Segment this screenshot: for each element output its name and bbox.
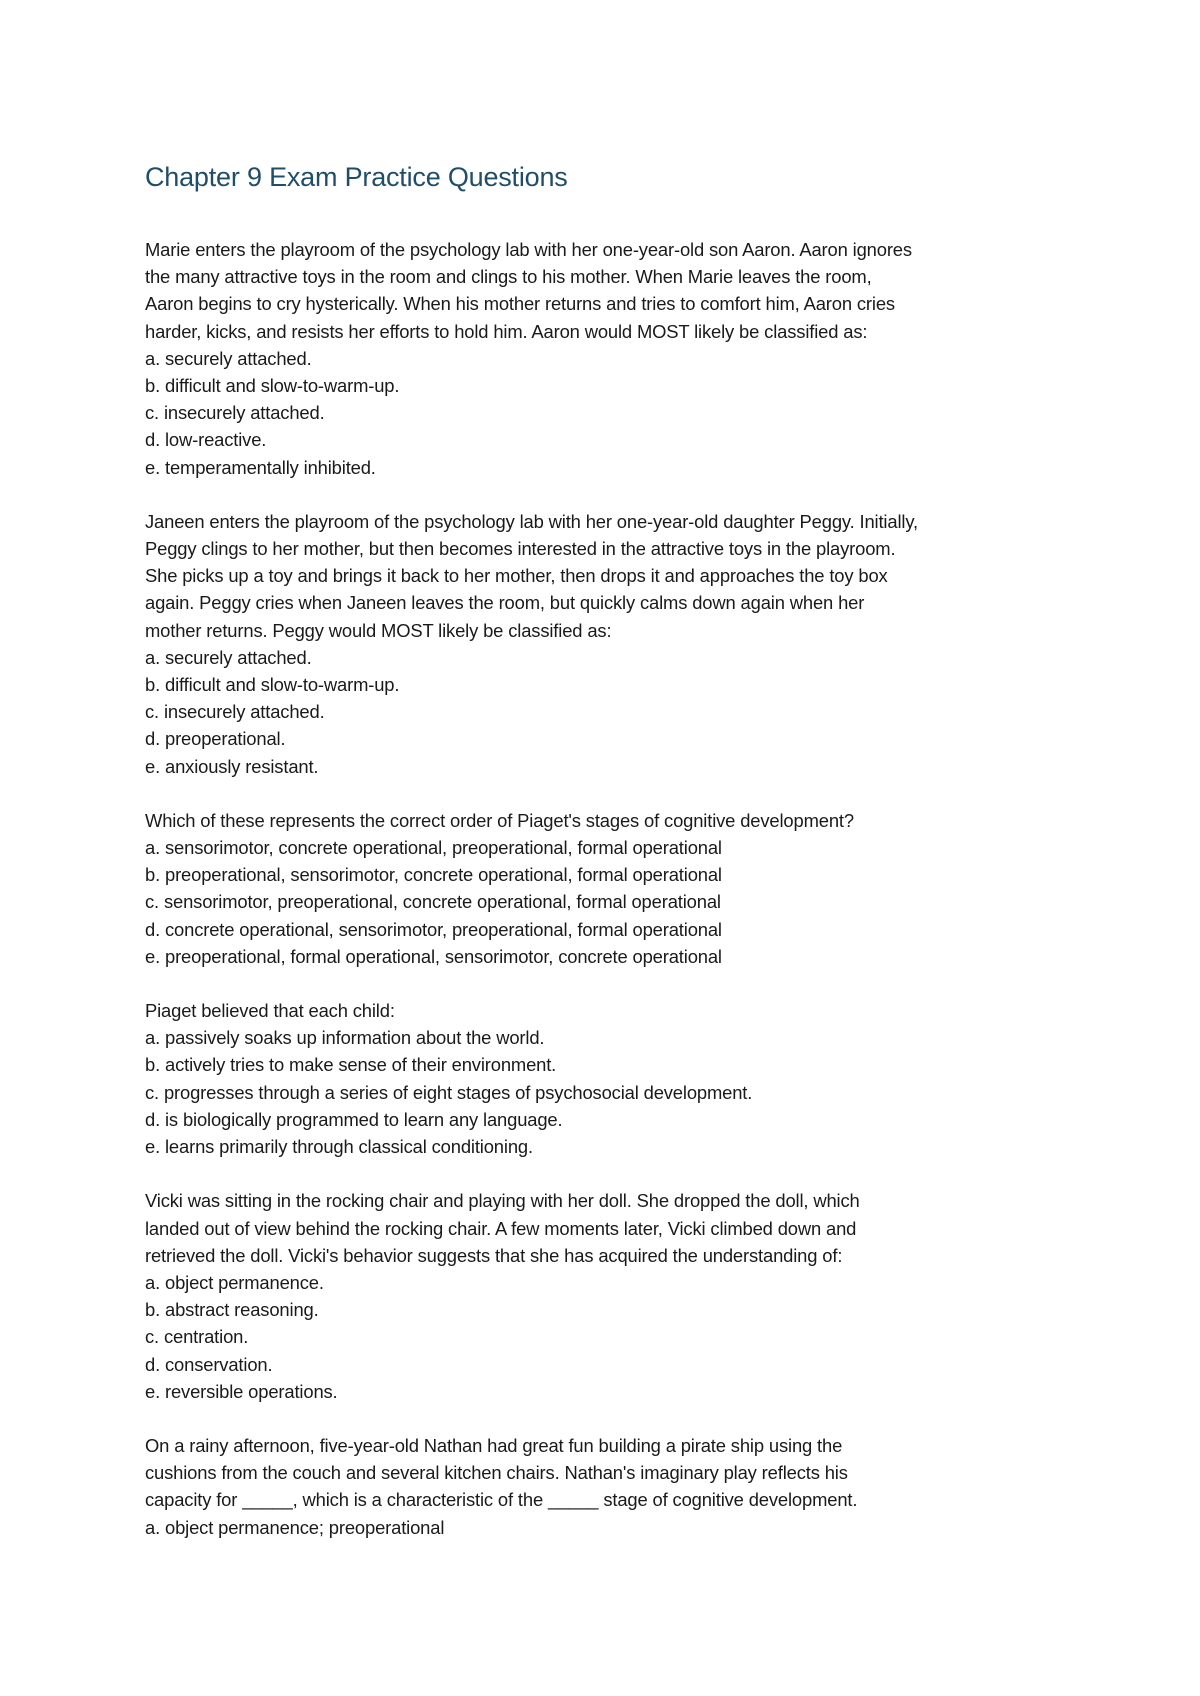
question-stem-line: Vicki was sitting in the rocking chair and playing with her doll. She dropped the doll, which — [145, 1190, 860, 1212]
answer-option: c. insecurely attached. — [145, 402, 325, 424]
document-page — [145, 160, 1075, 1568]
answer-option: b. abstract reasoning. — [145, 1299, 319, 1321]
answer-option: c. insecurely attached. — [145, 701, 325, 723]
answer-option: d. is biologically programmed to learn any language. — [145, 1108, 563, 1130]
question-stem-line: capacity for _____, which is a characteristic of the _____ stage of cognitive development. — [145, 1489, 858, 1511]
question-block — [145, 508, 1075, 780]
answer-option: a. securely attached. — [145, 646, 312, 668]
answer-option: a. passively soaks up information about the world. — [145, 1027, 545, 1049]
question-stem — [145, 508, 1075, 644]
answer-option: a. object permanence. — [145, 1271, 324, 1293]
question-stem — [145, 1187, 1075, 1269]
question-block — [145, 997, 1075, 1160]
answer-option: b. actively tries to make sense of their environment. — [145, 1054, 557, 1076]
question-stem-line: Which of these represents the correct order of Piaget's stages of cognitive development? — [145, 809, 854, 831]
question-stem-line: Peggy clings to her mother, but then becomes interested in the attractive toys in the playroom. — [145, 538, 896, 560]
answer-option: c. progresses through a series of eight stages of psychosocial development. — [145, 1081, 753, 1103]
question-stem-line: On a rainy afternoon, five-year-old Nathan had great fun building a pirate ship using the — [145, 1434, 843, 1456]
answer-option: e. reversible operations. — [145, 1380, 338, 1402]
answer-option: b. difficult and slow-to-warm-up. — [145, 674, 400, 696]
answer-option: e. preoperational, formal operational, sensorimotor, concrete operational — [145, 945, 722, 967]
question-stem-line: cushions from the couch and several kitchen chairs. Nathan's imaginary play reflects his — [145, 1462, 848, 1484]
answer-option: d. low-reactive. — [145, 429, 267, 451]
answer-option: a. object permanence; preoperational — [145, 1516, 445, 1538]
question-stem — [145, 997, 1075, 1024]
answer-option: d. concrete operational, sensorimotor, preoperational, formal operational — [145, 918, 722, 940]
question-block — [145, 807, 1075, 970]
answer-option: e. anxiously resistant. — [145, 755, 319, 777]
question-stem-line: Piaget believed that each child: — [145, 1000, 395, 1022]
question-stem — [145, 807, 1075, 834]
page-title: Chapter 9 Exam Practice Questions — [145, 162, 568, 192]
answer-option: c. centration. — [145, 1326, 249, 1348]
question-block — [145, 1432, 1075, 1541]
question-stem-line: the many attractive toys in the room and clings to his mother. When Marie leaves the room, — [145, 266, 872, 288]
question-block — [145, 1187, 1075, 1405]
question-block — [145, 236, 1075, 481]
question-stem-line: Janeen enters the playroom of the psychology lab with her one-year-old daughter Peggy. Initially, — [145, 510, 918, 532]
answer-option: e. temperamentally inhibited. — [145, 456, 376, 478]
question-stem-line: harder, kicks, and resists her efforts to hold him. Aaron would MOST likely be classified as: — [145, 320, 868, 342]
answer-option: a. securely attached. — [145, 347, 312, 369]
answer-option: d. conservation. — [145, 1353, 273, 1375]
question-stem — [145, 236, 1075, 345]
question-stem — [145, 1432, 1075, 1514]
question-stem-line: Aaron begins to cry hysterically. When his mother returns and tries to comfort him, Aaron cries — [145, 293, 895, 315]
answer-option: a. sensorimotor, concrete operational, preoperational, formal operational — [145, 837, 722, 859]
question-stem-line: mother returns. Peggy would MOST likely be classified as: — [145, 619, 612, 641]
answer-option: e. learns primarily through classical conditioning. — [145, 1136, 533, 1158]
answer-option: c. sensorimotor, preoperational, concrete operational, formal operational — [145, 891, 721, 913]
answer-option: d. preoperational. — [145, 728, 286, 750]
question-stem-line: again. Peggy cries when Janeen leaves the room, but quickly calms down again when her — [145, 592, 865, 614]
question-stem-line: She picks up a toy and brings it back to her mother, then drops it and approaches the toy box — [145, 565, 888, 587]
answer-option: b. difficult and slow-to-warm-up. — [145, 375, 400, 397]
question-list — [145, 236, 1075, 1541]
question-stem-line: landed out of view behind the rocking chair. A few moments later, Vicki climbed down and — [145, 1217, 857, 1239]
question-stem-line: Marie enters the playroom of the psychology lab with her one-year-old son Aaron. Aaron ignores — [145, 239, 912, 260]
answer-option: b. preoperational, sensorimotor, concrete operational, formal operational — [145, 864, 722, 886]
question-stem-line: retrieved the doll. Vicki's behavior suggests that she has acquired the understanding of: — [145, 1244, 843, 1266]
